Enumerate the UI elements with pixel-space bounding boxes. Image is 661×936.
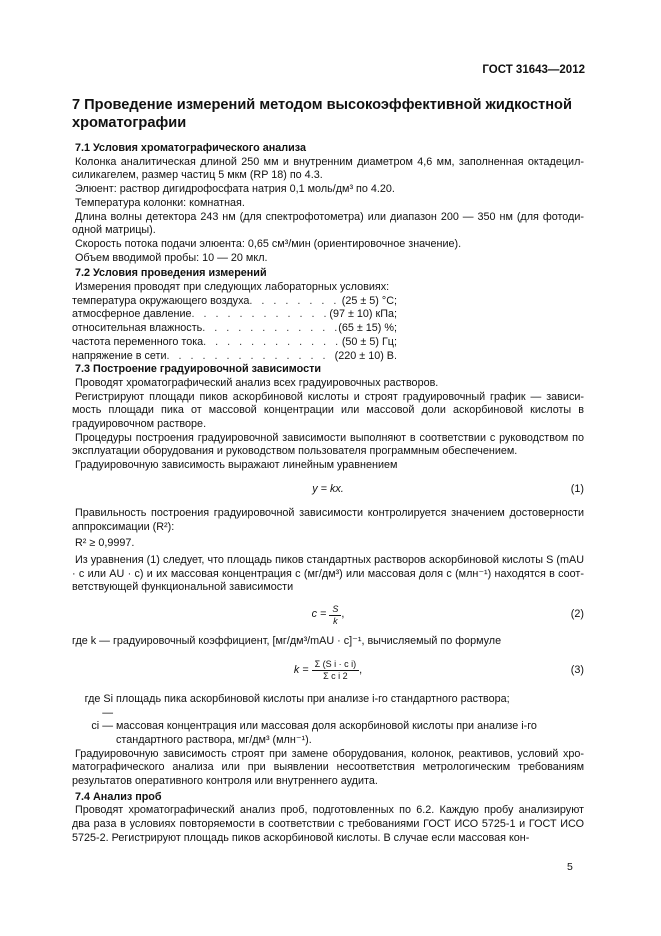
paragraph: Проводят хроматографический анализ проб, подготовленных по 6.2. Каждую пробу анализируют два раза в условиях повторяемости в соответствии с требованиями ГОСТ ИСО 5725-1 и ГОСТ ИСО 5725-2. Регистрируют площадь пиков аскорбиновой кислоты. В случае если массовая кон- (72, 804, 584, 844)
equation-2: c = $\frac{S}{k}$ , (2) (311, 603, 584, 626)
equation-number: (3) (570, 663, 584, 676)
subsection-title-7-2: 7.2 Условия проведения измерений (75, 267, 267, 280)
paragraph: Регистрируют площади пиков аскорбиновой кислоты и строят градуировочный график — зависимость площади пика от массовой концентрации или массовой доли аскорбиновой кислоты в градуировочном растворе. (72, 390, 584, 431)
condition-row: температура окружающего воздуха . . . (25 ± 5) °С; (72, 295, 397, 309)
equation-1: y = kx. (1) (312, 483, 584, 496)
equation-number: (2) (570, 608, 584, 621)
paragraph: Градуировочную зависимость выражают линейным уравнением (75, 459, 398, 472)
conditions-list (72, 295, 397, 364)
subsection-title-7-4: 7.4 Анализ проб (75, 790, 162, 803)
section-title: 7 Проведение измерений методом высокоэффективной жидкостной хроматографии (72, 97, 572, 131)
definition-text: массовая концентрация или массовая доля аскорбиновой кислоты при анализе i-го стандартного раствора, мг/дм³ (млн⁻¹). (116, 720, 537, 746)
r2-criterion: R² ≥ 0,9997. (75, 537, 135, 550)
paragraph: Колонка аналитическая длиной 250 мм и внутренним диаметром 4,6 мм, заполненная октадецилсиликагелем, размер частиц 5 мкм (RP 18) по 4.3. (72, 155, 584, 182)
definition-text: площадь пика аскорбиновой кислоты при анализе i-го стандартного раствора; (116, 692, 510, 705)
condition-row: атмосферное давление . . . (97 ± 10) кПа; (72, 308, 397, 322)
document-header: ГОСТ 31643—2012 (482, 64, 585, 76)
definition-term: где Si — (84, 692, 113, 719)
paragraph: Элюент: раствор дигидрофосфата натрия 0,1 моль/дм³ по 4.20. (75, 183, 395, 196)
paragraph: Измерения проводят при следующих лабораторных условиях: (75, 281, 390, 294)
condition-row: напряжение в сети . . . (220 ± 10) В. (72, 350, 397, 364)
page-content (72, 96, 584, 846)
paragraph: Градуировочную зависимость строят при замене оборудования, колонок, реактивов, условий хроматографического анализа или при выявлении несоответствия метрологическим требованиям результатов оперативного контроля или внутреннего аудита. (72, 747, 584, 788)
paragraph: Правильность построения градуировочной зависимости контролируется значением достоверности аппроксимации (R²): (72, 506, 584, 533)
equation-number: (1) (570, 483, 584, 496)
definitions-list (72, 693, 584, 748)
subsection-title-7-3: 7.3 Построение градуировочной зависимости (75, 363, 322, 376)
paragraph: Из уравнения (1) следует, что площадь пиков стандартных растворов аскорбиновой кислоты S (mAU · c или AU · c) и их массовая концентрация c (мг/дм³) или массовая доля c (млн⁻¹) находятся в соответствующей функциональной зависимости (72, 553, 584, 594)
condition-row: частота переменного тока . . . (50 ± 5) Гц; (72, 336, 397, 350)
paragraph: Процедуры построения градуировочной зависимости выполняют в соответствии с руководством по эксплуатации оборудования и руководством пользователя программным обеспечением. (72, 431, 584, 458)
equation-3: k = $\frac{\text{Σ (S i · c i)}}{\text{Σ c i 2}}$ , (3) (293, 659, 584, 682)
paragraph: где k — градуировочный коэффициент, [мг/дм³/mAU · c]⁻¹, вычисляемый по формуле (72, 635, 502, 648)
definition-term: ci — (91, 720, 113, 733)
paragraph: Скорость потока подачи элюента: 0,65 см³/мин (ориентировочное значение). (75, 237, 462, 250)
condition-row: относительная влажность . . . (65 ± 15) %; (72, 322, 397, 336)
paragraph: Длина волны детектора 243 нм (для спектрофотометра) или диапазон 200 — 350 нм (для фотодиодной матрицы). (72, 210, 584, 237)
fraction: $\frac{S}{k}$ (329, 604, 341, 627)
paragraph: Температура колонки: комнатная. (75, 196, 245, 209)
paragraph: Проводят хроматографический анализ всех градуировочных растворов. (75, 376, 439, 389)
page-number: 5 (567, 861, 573, 873)
fraction: $\frac{\text{Σ (S i · c i)}}{\text{Σ c i 2}}$ (312, 659, 360, 682)
paragraph: Объем вводимой пробы: 10 — 20 мкл. (75, 251, 268, 264)
subsection-title-7-1: 7.1 Условия хроматографического анализа (75, 142, 306, 154)
